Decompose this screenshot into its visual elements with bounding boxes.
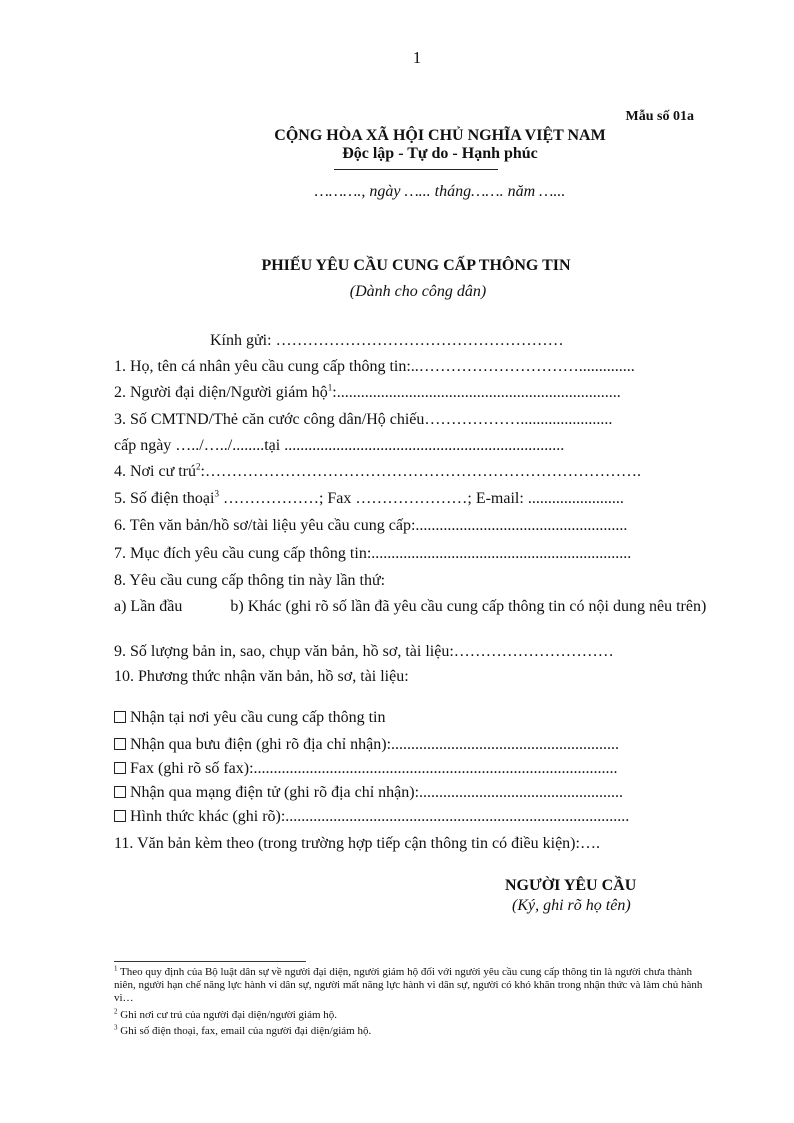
field-copy-count[interactable]: 9. Số lượng bản in, sao, chụp văn bản, hồ sơ, tài liệu:…………………………: [114, 643, 614, 660]
checkbox[interactable]: [114, 810, 126, 822]
delivery-option-onsite[interactable]: Nhận tại nơi yêu cầu cung cấp thông tin: [114, 709, 386, 727]
checkbox[interactable]: [114, 786, 126, 798]
page-number: 1: [412, 48, 422, 67]
footnote-divider: [114, 961, 306, 962]
field-representative-dots: :.......................................................................: [332, 384, 621, 401]
signer-note: (Ký, ghi rõ họ tên): [512, 897, 631, 914]
field-residence-dots: :……………………………………………………………………….: [200, 463, 641, 480]
motto-underline: [334, 169, 498, 170]
field-phone-label: 5. Số điện thoại: [114, 490, 215, 507]
footnote-ref-2: 2: [196, 461, 201, 472]
recipient-line[interactable]: Kính gửi: ………………………………………………: [210, 332, 564, 349]
checkbox[interactable]: [114, 711, 126, 723]
checkbox[interactable]: [114, 738, 126, 750]
form-subtitle: (Dành cho công dân): [349, 283, 487, 300]
request-count-options: [114, 598, 719, 616]
option-other-time[interactable]: b) Khác (ghi rõ số lần đã yêu cầu cung cấp thông tin có nội dung nêu trên): [230, 598, 707, 615]
form-code: Mẫu số 01a: [625, 109, 694, 124]
delivery-option-fax[interactable]: Fax (ghi rõ số fax):...........................................................................................: [114, 760, 618, 778]
field-requester-name[interactable]: 1. Họ, tên cá nhân yêu cầu cung cấp thông tin:..…………………………..............: [114, 358, 635, 375]
footnote-3: $^3$ Ghi số điện thoại, fax, email của người đại diện/giám hộ.: [114, 1023, 372, 1037]
footnote-ref-3: 3: [214, 488, 219, 499]
delivery-option-online[interactable]: Nhận qua mạng điện tử (ghi rõ địa chỉ nhận):...................................................: [114, 784, 623, 802]
field-document-name[interactable]: 6. Tên văn bản/hồ sơ/tài liệu yêu cầu cung cấp:.....................................................: [114, 517, 628, 534]
footnote-1: $^1$ Theo quy định của Bộ luật dân sự về người đại diện, người giám hộ đối với người yêu cầu cung cấp thông tin là người chưa thành niên, người hạn chế năng lực hành vi dân sự, người mất năng lực hành vi dân sự, người có khó khăn trong nhận thức và làm chủ hành vi…: [114, 964, 703, 1004]
dateline: ………., ngày …... tháng……. năm …...: [314, 183, 566, 200]
field-contact-dots: ………………; Fax …………………; E-mail: ........................: [218, 490, 624, 507]
field-id-issue[interactable]: cấp ngày …../…../........tại ......................................................................: [114, 437, 565, 454]
field-representative-label: 2. Người đại diện/Người giám hộ: [114, 384, 328, 401]
motto: Độc lập - Tự do - Hạnh phúc: [342, 145, 538, 162]
option-first-time[interactable]: a) Lần đầu: [114, 598, 183, 615]
signer-label: NGƯỜI YÊU CẦU: [505, 877, 637, 894]
field-attachments[interactable]: 11. Văn bản kèm theo (trong trường hợp tiếp cận thông tin có điều kiện):….: [114, 835, 600, 852]
field-residence-label: 4. Nơi cư trú: [114, 463, 197, 480]
field-purpose[interactable]: 7. Mục đích yêu cầu cung cấp thông tin:.................................................................: [114, 545, 632, 562]
delivery-option-other[interactable]: Hình thức khác (ghi rõ):......................................................................................: [114, 808, 629, 826]
footnote-2: $^2$ Ghi nơi cư trú của người đại diện/người giám hộ.: [114, 1007, 338, 1021]
checkbox[interactable]: [114, 762, 126, 774]
field-delivery-method: 10. Phương thức nhận văn bản, hồ sơ, tài liệu:: [114, 668, 409, 685]
field-request-count: 8. Yêu cầu cung cấp thông tin này lần thứ:: [114, 572, 386, 589]
field-id-number[interactable]: 3. Số CMTND/Thẻ căn cước công dân/Hộ chiếu……………….......................: [114, 411, 613, 428]
field-contact[interactable]: [114, 490, 624, 508]
form-title: PHIẾU YÊU CẦU CUNG CẤP THÔNG TIN: [261, 257, 571, 274]
nation-header: CỘNG HÒA XÃ HỘI CHỦ NGHĨA VIỆT NAM: [274, 127, 606, 144]
footnote-ref-1: 1: [327, 382, 333, 393]
delivery-option-post[interactable]: Nhận qua bưu điện (ghi rõ địa chỉ nhận):.........................................................: [114, 736, 619, 754]
field-representative[interactable]: [114, 384, 621, 402]
field-residence[interactable]: [114, 463, 641, 481]
